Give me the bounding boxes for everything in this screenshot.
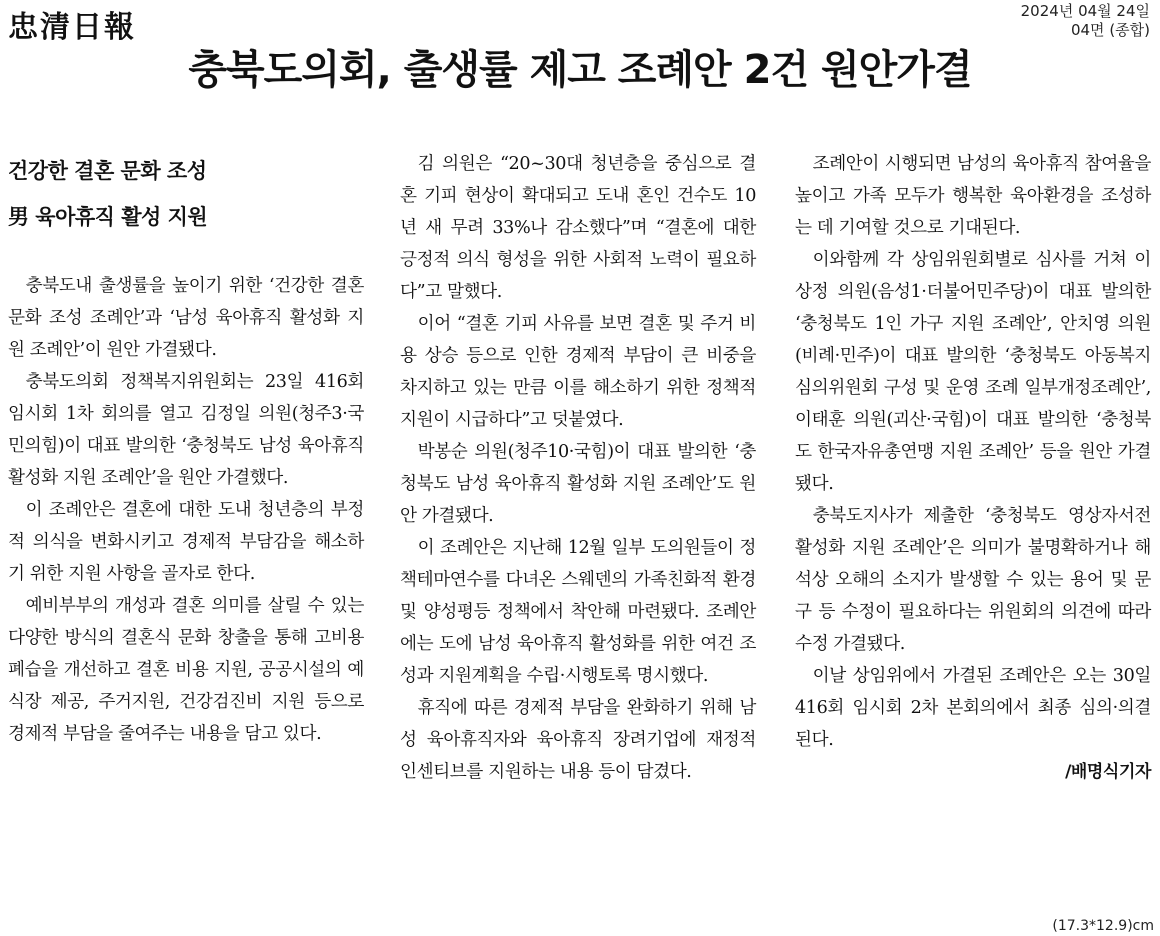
paragraph: 김 의원은 “20~30대 청년층을 중심으로 결혼 기피 현상이 확대되고 도내 혼인 건수도 10년 새 무려 33%나 감소했다”며 “결혼에 대한 긍정적 의식 형성을 위한 사회적 노력이 필요하다”고 말했다.: [400, 154, 756, 302]
subheading-2: 男 육아휴직 활성 지원: [8, 205, 208, 229]
article-column-1: [8, 148, 364, 750]
paragraph: 충북도지사가 제출한 ‘충청북도 영상자서전 활성화 지원 조례안’은 의미가 불명확하거나 해석상 오해의 소지가 발생할 수 있는 용어 및 문구 등 수정이 필요하다는 위원회의 의견에 따라 수정 가결됐다.: [795, 506, 1151, 654]
paragraph: 이와함께 각 상임위원회별로 심사를 거쳐 이상정 의원(음성1·더불어민주당)이 대표 발의한 ‘충청북도 1인 가구 지원 조례안’, 안치영 의원(비례·민주)이 대표 발의한 ‘충청북도 아동복지심의위원회 구성 및 운영 조례 일부개정조례안’, 이태훈 의원(괴산·국힘)이 대표 발의한 ‘충청북도 한국자유총연맹 지원 조례안’ 등을 원안 가결됐다.: [795, 250, 1151, 494]
article-column-2: [400, 148, 756, 788]
subheadings: [8, 148, 364, 240]
paragraph: 예비부부의 개성과 결혼 의미를 살릴 수 있는 다양한 방식의 결혼식 문화 창출을 통해 고비용 폐습을 개선하고 결혼 비용 지원, 공공시설의 예식장 제공, 주거지원, 건강검진비 지원 등으로 경제적 부담을 줄여주는 내용을 담고 있다.: [8, 596, 364, 744]
paragraph: 이 조례안은 결혼에 대한 도내 청년층의 부정적 의식을 변화시키고 경제적 부담감을 해소하기 위한 지원 사항을 골자로 한다.: [8, 500, 364, 584]
newspaper-masthead: 忠清日報: [8, 10, 136, 45]
subheading-1: 건강한 결혼 문화 조성: [8, 159, 207, 183]
paragraph: 이날 상임위에서 가결된 조례안은 오는 30일 416회 임시회 2차 본회의에서 최종 심의·의결된다.: [795, 666, 1151, 750]
paragraph: 이어 “결혼 기피 사유를 보면 결혼 및 주거 비용 상승 등으로 인한 경제적 부담이 큰 비중을 차지하고 있는 만큼 이를 해소하기 위한 정책적 지원이 시급하다”고 덧붙였다.: [400, 314, 756, 430]
paragraph: 휴직에 따른 경제적 부담을 완화하기 위해 남성 육아휴직자와 육아휴직 장려기업에 재정적 인센티브를 지원하는 내용 등이 담겼다.: [400, 698, 756, 782]
page-section: 04면 (종합): [1070, 21, 1150, 39]
article-column-3: [795, 148, 1151, 788]
paragraph: 조례안이 시행되면 남성의 육아휴직 참여율을 높이고 가족 모두가 행복한 육아환경을 조성하는 데 기여할 것으로 기대된다.: [795, 154, 1151, 238]
issue-meta: [1021, 2, 1150, 40]
issue-date: 2024년 04월 24일: [1020, 2, 1150, 20]
paragraph: 박봉순 의원(청주10·국힘)이 대표 발의한 ‘충청북도 남성 육아휴직 활성화 지원 조례안’도 원안 가결됐다.: [400, 442, 756, 526]
clipping-dimensions: (17.3*12.9)cm: [1052, 918, 1154, 934]
paragraph: 충북도내 출생률을 높이기 위한 ‘건강한 결혼문화 조성 조례안’과 ‘남성 육아휴직 활성화 지원 조례안’이 원안 가결됐다.: [8, 276, 364, 360]
paragraph: 이 조례안은 지난해 12월 일부 도의원들이 정책테마연수를 다녀온 스웨덴의 가족친화적 환경 및 양성평등 정책에서 착안해 마련됐다. 조례안에는 도에 남성 육아휴직 활성화를 위한 여건 조성과 지원계획을 수립·시행토록 명시했다.: [400, 538, 756, 686]
article-headline: 충북도의회, 출생률 제고 조례안 2건 원안가결: [188, 47, 972, 93]
paragraph: 충북도의회 정책복지위원회는 23일 416회 임시회 1차 회의를 열고 김정일 의원(청주3·국민의힘)이 대표 발의한 ‘충청북도 남성 육아휴직 활성화 지원 조례안’을 원안 가결했다.: [8, 372, 364, 488]
reporter-byline: /배명식기자: [1065, 762, 1151, 782]
